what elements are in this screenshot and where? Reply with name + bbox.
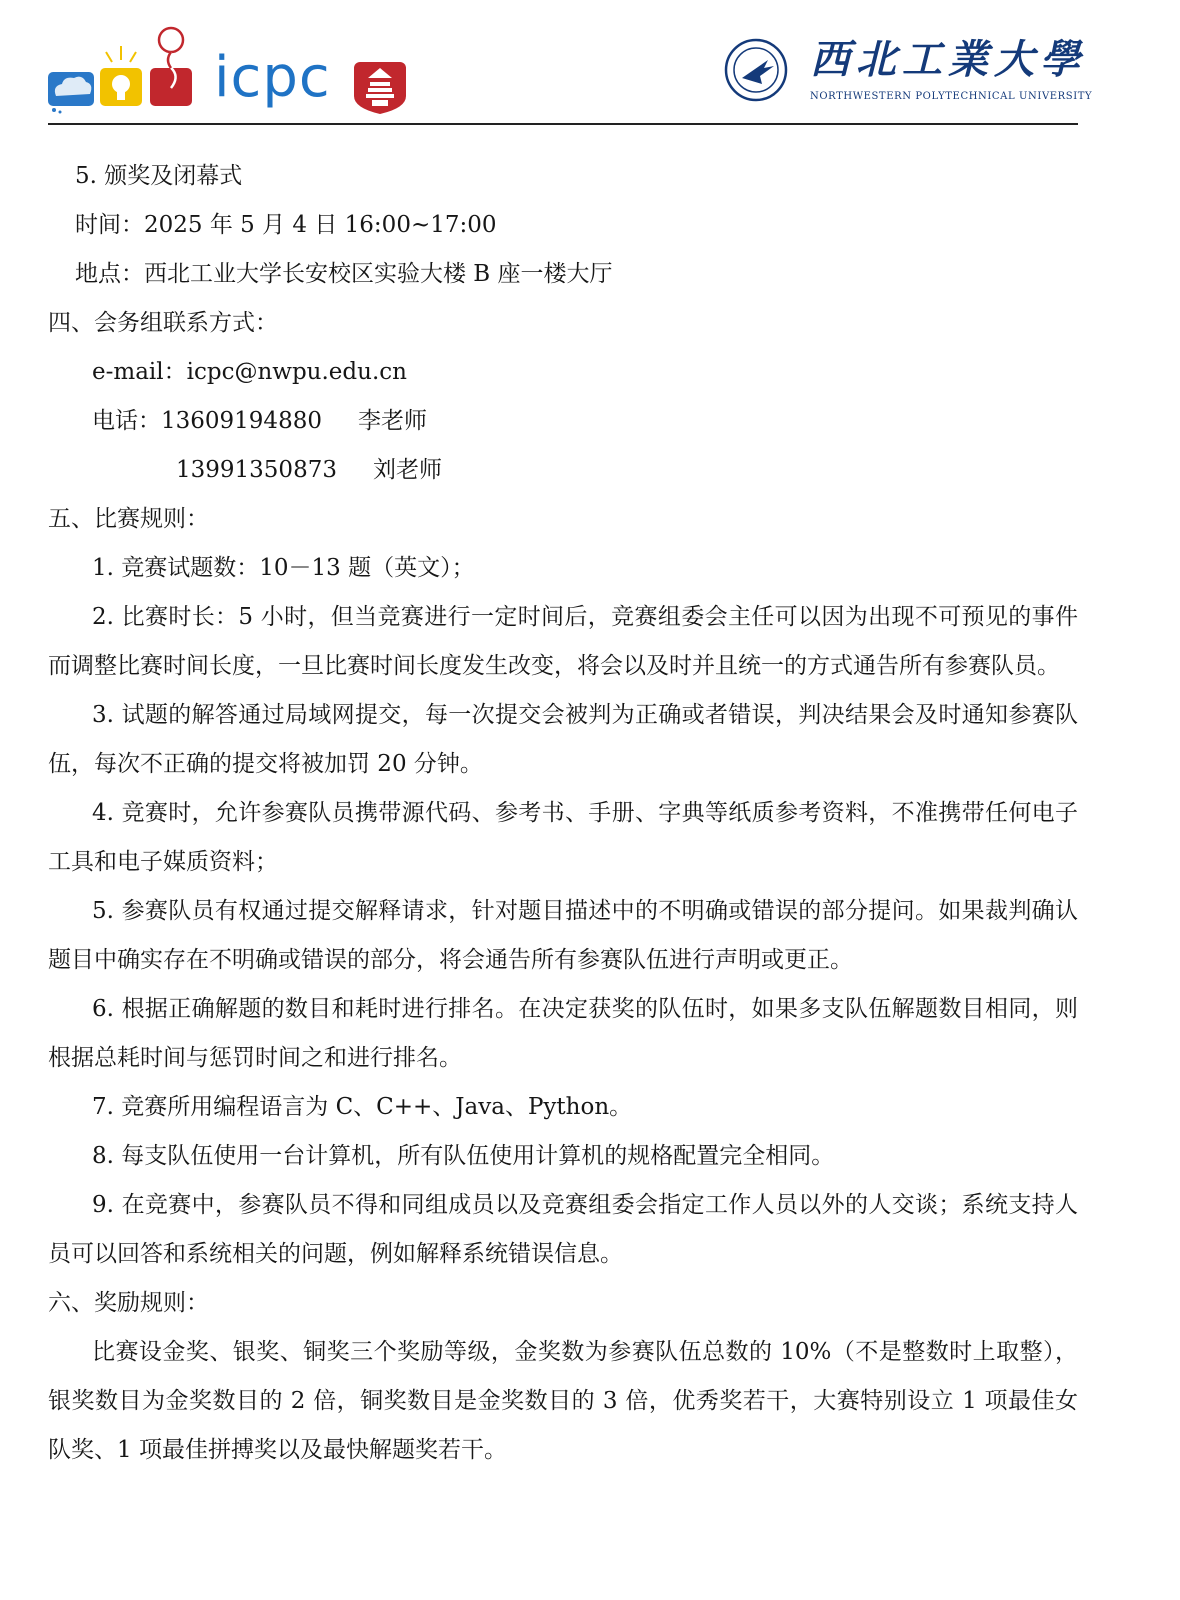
university-seal-icon [724,38,788,102]
rule-item-8: 8. 每支队伍使用一台计算机，所有队伍使用计算机的规格配置完全相同。 [92,1143,835,1169]
rule-item-6: 6. 根据正确解题的数目和耗时进行排名。在决定获奖的队伍时，如果多支队伍解题数目相同，则根据总耗时间与惩罚时间之和进行排名。 [48,996,1078,1071]
rule-item-4: 4. 竞赛时，允许参赛队员携带源代码、参考书、手册、字典等纸质参考资料，不准携带任何电子工具和电子媒质资料； [48,800,1078,875]
rule-item-2: 2. 比赛时长：5 小时，但当竞赛进行一定时间后，竞赛组委会主任可以因为出现不可预见的事件而调整比赛时间长度，一旦比赛时间长度发生改变，将会以及时并且统一的方式通告所有参赛队员。 [48,604,1078,679]
university-name-english: NORTHWESTERN POLYTECHNICAL UNIVERSITY [810,91,1093,102]
cloud-icon [48,72,94,114]
header-divider [48,123,1078,125]
rules-heading: 五、比赛规则： [48,506,209,532]
award-ceremony-place: 地点：西北工业大学长安校区实验大楼 B 座一楼大厅 [75,261,613,287]
lightbulb-icon [100,46,142,106]
phone-2-number: 13991350873 [176,457,337,483]
rule-item-3: 3. 试题的解答通过局域网提交，每一次提交会被判为正确或者错误，判决结果会及时通知参赛队伍，每次不正确的提交将被加罚 20 分钟。 [48,702,1078,777]
university-name-chinese: 西北工業大學 [810,36,1086,83]
rule-item-1: 1. 竞赛试题数：10－13 题（英文）； [92,555,475,581]
pagoda-icon [352,58,408,116]
rule-item-7: 7. 竞赛所用编程语言为 C、C++、Java、Python。 [92,1094,633,1120]
contact-phone-2 [48,446,1078,495]
award-ceremony-time: 时间：2025 年 5 月 4 日 16:00~17:00 [75,212,497,238]
rule-item-9: 9. 在竞赛中，参赛队员不得和同组成员以及竞赛组委会指定工作人员以外的人交谈；系统支持人员可以回答和系统相关的问题，例如解释系统错误信息。 [48,1192,1078,1267]
awards-heading: 六、奖励规则： [48,1290,209,1316]
phone-1-name: 李老师 [357,408,427,434]
letterhead [0,0,1180,128]
balloon-icon [150,28,192,106]
contact-heading: 四、会务组联系方式： [48,310,278,336]
rule-item-5: 5. 参赛队员有权通过提交解释请求，针对题目描述中的不明确或错误的部分提问。如果裁判确认题目中确实存在不明确或错误的部分，将会通告所有参赛队伍进行声明或更正。 [48,898,1078,973]
document-body [48,152,1078,1475]
awards-text: 比赛设金奖、银奖、铜奖三个奖励等级，金奖数为参赛队伍总数的 10%（不是整数时上取整），银奖数目为金奖数目的 2 倍，铜奖数目是金奖数目的 3 倍，优秀奖若干，大赛特别设立 1 项最佳女队奖、1 项最佳拼搏奖以及最快解题奖若干。 [48,1339,1078,1463]
icpc-logo [42,26,212,116]
phone-2-name: 刘老师 [372,457,442,483]
contact-email: e-mail：icpc@nwpu.edu.cn [92,359,407,385]
contact-phone-1 [48,397,1078,446]
phone-1-number: 电话：13609194880 [92,408,322,434]
icpc-wordmark: icpc [214,45,331,110]
award-ceremony-title: 5. 颁奖及闭幕式 [75,163,243,189]
